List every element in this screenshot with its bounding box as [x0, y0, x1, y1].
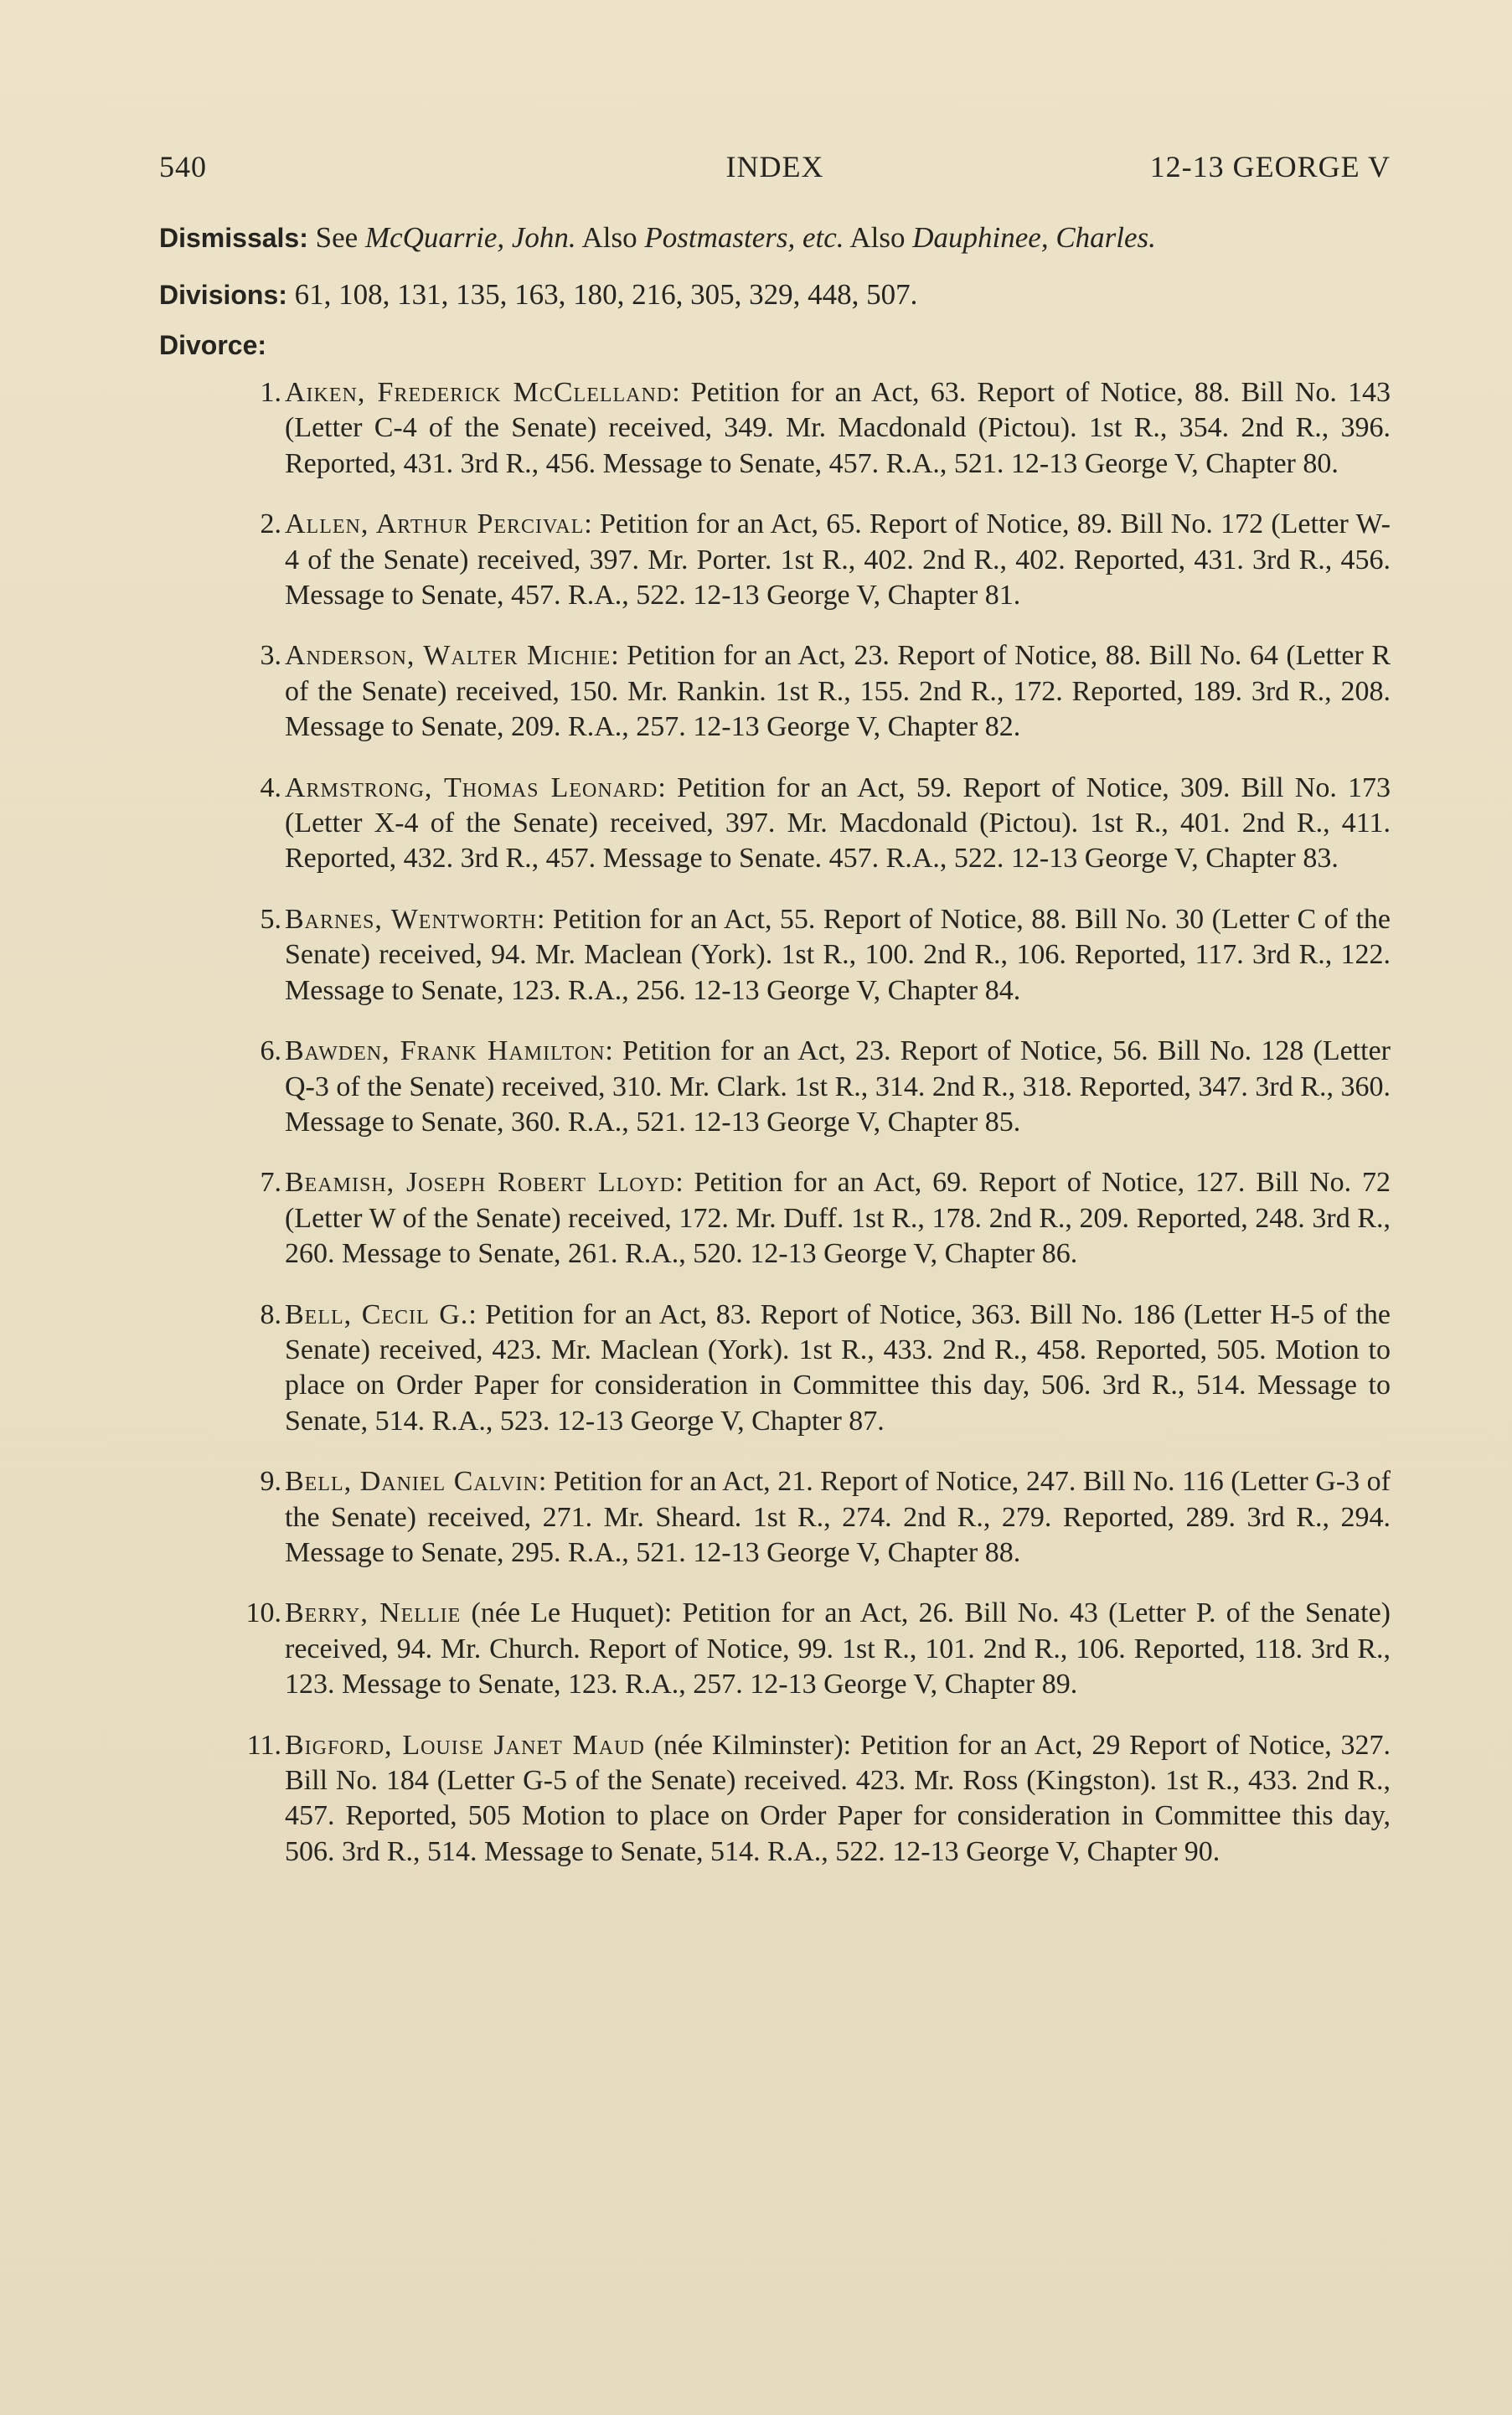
page-number: 540 — [159, 150, 207, 183]
item-name: Bell, Cecil G. — [285, 1298, 469, 1330]
item-number: 1. — [260, 377, 281, 408]
list-item — [159, 1464, 1391, 1571]
item-text: : Petition for an Act, 23. Report of Notice, 56. Bill No. 128 (Letter Q-3 of the Senate) received, 310. Mr. Clark. 1st R., 314. 2nd R., 318. Reported, 347. 3rd R., 360. Message to Senate, 360. R.A., 521. 12-13 George V, Chapter 85. — [285, 1035, 1391, 1138]
item-text: : Petition for an Act, 63. Report of Notice, 88. Bill No. 143 (Letter C-4 of the Senate) received, 349. Mr. Macdonald (Pictou). 1st R., 354. 2nd R., 396. Reported, 431. 3rd R., 456. Message to Senate, 457. R.A., 521. 12-13 George V, Chapter 80. — [285, 377, 1391, 479]
dismissals-ref-2: Postmasters, etc. — [644, 221, 844, 254]
item-number: 3. — [260, 640, 281, 672]
item-name: Armstrong, Thomas Leonard — [285, 771, 658, 803]
item-text: : Petition for an Act, 69. Report of Notice, 127. Bill No. 72 (Letter W of the Senate) received, 172. Mr. Duff. 1st R., 178. 2nd R., 209. Reported, 248. 3rd R., 260. Message to Senate, 261. R.A., 520. 12-13 George V, Chapter 86. — [285, 1167, 1391, 1270]
item-text: : Petition for an Act, 21. Report of Notice, 247. Bill No. 116 (Letter G-3 of the Senate) received, 271. Mr. Sheard. 1st R., 274. 2nd R., 279. Reported, 289. 3rd R., 294. Message to Senate, 295. R.A., 521. 12-13 George V, Chapter 88. — [285, 1466, 1391, 1568]
item-text: : Petition for an Act, 23. Report of Notice, 88. Bill No. 64 (Letter R of the Senate) received, 150. Mr. Rankin. 1st R., 155. 2nd R., 172. Reported, 189. 3rd R., 208. Message to Senate, 209. R.A., 257. 12-13 George V, Chapter 82. — [285, 640, 1391, 743]
item-number: 6. — [260, 1035, 281, 1067]
item-name: Bawden, Frank Hamilton — [285, 1035, 606, 1067]
list-item — [159, 507, 1391, 613]
divisions-entry — [159, 276, 1391, 313]
page-title: INDEX — [725, 150, 824, 183]
item-number: 10. — [245, 1597, 281, 1629]
divisions-heading: Divisions: — [159, 280, 287, 310]
list-item — [159, 638, 1391, 745]
divisions-pages: 61, 108, 131, 135, 163, 180, 216, 305, 329, 448, 507. — [294, 278, 918, 311]
item-name: Aiken, Frederick McClelland — [285, 377, 673, 408]
item-name: Berry, Nellie — [285, 1597, 462, 1629]
list-item — [159, 902, 1391, 1009]
list-item — [159, 771, 1391, 877]
list-item — [159, 1728, 1391, 1871]
list-item — [159, 375, 1391, 482]
item-number: 9. — [260, 1466, 281, 1498]
item-text: : Petition for an Act, 55. Report of Notice, 88. Bill No. 30 (Letter C of the Senate) received, 94. Mr. Maclean (York). 1st R., 100. 2nd R., 106. Reported, 117. 3rd R., 122. Message to Senate, 123. R.A., 256. 12-13 George V, Chapter 84. — [285, 903, 1391, 1006]
item-name: Bell, Daniel Calvin — [285, 1466, 539, 1498]
list-item — [159, 1034, 1391, 1140]
item-text: : Petition for an Act, 65. Report of Notice, 89. Bill No. 172 (Letter W-4 of the Senate) received, 397. Mr. Porter. 1st R., 402. 2nd R., 402. Reported, 431. 3rd R., 456. Message to Senate, 457. R.A., 522. 12-13 George V, Chapter 81. — [285, 508, 1391, 611]
dismissals-also-2: Also — [849, 221, 906, 254]
divorce-heading: Divorce: — [159, 330, 267, 360]
item-name: Beamish, Joseph Robert Lloyd — [285, 1167, 676, 1199]
dismissals-see: See — [315, 221, 359, 254]
item-number: 11. — [246, 1729, 281, 1761]
item-text: : Petition for an Act, 83. Report of Notice, 363. Bill No. 186 (Letter H-5 of the Senate) received, 423. Mr. Maclean (York). 1st R., 433. 2nd R., 458. Reported, 505. Motion to place on Order Paper for consideration in Committee this day, 506. 3rd R., 514. Message to Senate, 514. R.A., 523. 12-13 George V, Chapter 87. — [285, 1298, 1391, 1437]
running-header — [159, 149, 1391, 191]
item-name: Anderson, Walter Michie — [285, 640, 612, 672]
dismissals-heading: Dismissals: — [159, 223, 308, 253]
item-text: : Petition for an Act, 59. Report of Notice, 309. Bill No. 173 (Letter X-4 of the Senate) received, 397. Mr. Macdonald (Pictou). 1st R., 401. 2nd R., 411. Reported, 432. 3rd R., 457. Message to Senate. 457. R.A., 522. 12-13 George V, Chapter 83. — [285, 771, 1391, 875]
list-item — [159, 1596, 1391, 1702]
dismissals-ref-1: McQuarrie, John. — [364, 221, 576, 254]
item-name: Bigford, Louise Janet Maud — [285, 1729, 645, 1761]
item-text: (née Le Huquet): Petition for an Act, 26. Bill No. 43 (Letter P. of the Senate) received, 94. Mr. Church. Report of Notice, 99. 1st R., 101. 2nd R., 106. Reported, 118. 3rd R., 123. Message to Senate, 123. R.A., 257. 12-13 George V, Chapter 89. — [285, 1597, 1391, 1700]
dismissals-entry — [159, 219, 1391, 256]
item-number: 5. — [260, 903, 281, 935]
item-name: Barnes, Wentworth — [285, 903, 537, 935]
list-item — [159, 1298, 1391, 1440]
divorce-entry — [159, 327, 1391, 364]
divorce-list — [159, 375, 1391, 1870]
index-body — [159, 219, 1391, 1895]
item-text: (née Kilminster): Petition for an Act, 29 Report of Notice, 327. Bill No. 184 (Letter G-5 of the Senate) received. 423. Mr. Ross (Kingston). 1st R., 433. 2nd R., 457. Reported, 505 Motion to place on Order Paper for consideration in Committee this day, 506. 3rd R., 514. Message to Senate, 514. R.A., 522. 12-13 George V, Chapter 90. — [285, 1729, 1391, 1867]
item-number: 4. — [260, 771, 281, 803]
item-number: 2. — [260, 508, 281, 540]
dismissals-ref-3: Dauphinee, Charles. — [912, 221, 1156, 254]
dismissals-also-1: Also — [581, 221, 637, 254]
list-item — [159, 1165, 1391, 1272]
reign-label: 12-13 GEORGE V — [1149, 150, 1391, 183]
item-name: Allen, Arthur Percival — [285, 508, 585, 540]
item-number: 7. — [260, 1167, 281, 1199]
item-number: 8. — [260, 1298, 281, 1330]
